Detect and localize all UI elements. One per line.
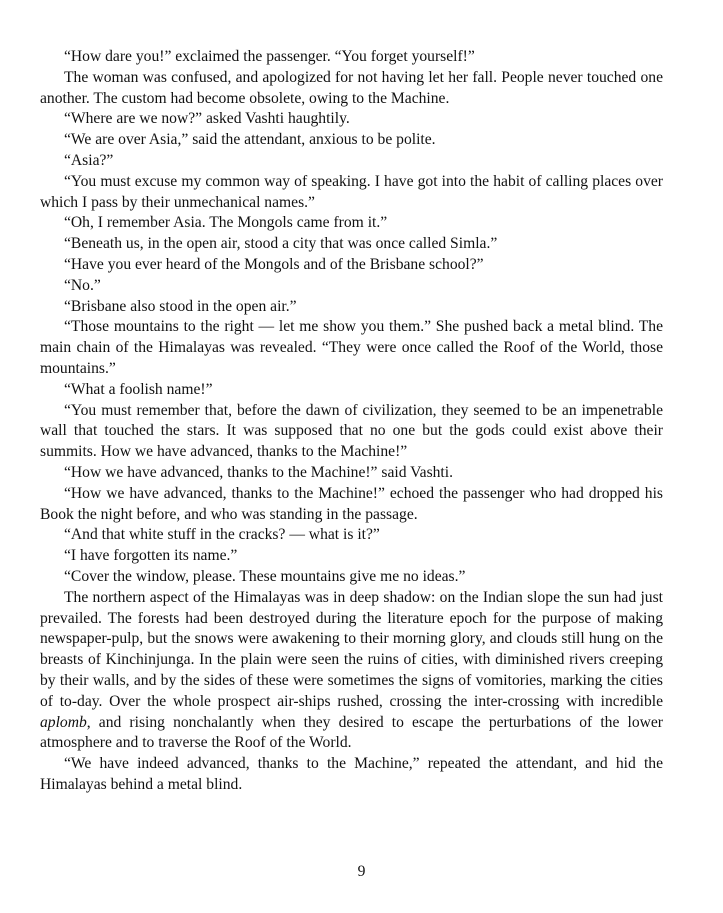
paragraph-20-italic-word: aplomb: [40, 713, 87, 731]
paragraph-17: “And that white stuff in the cracks? — what is it?”: [64, 526, 380, 544]
paragraph-8: “Beneath us, in the open air, stood a city that was once called Simla.”: [64, 235, 498, 253]
paragraph-4: “We are over Asia,” said the attendant, anxious to be polite.: [64, 131, 436, 149]
paragraph-13: “What a foolish name!”: [64, 380, 213, 398]
paragraph-20-text-after: , and rising nonchalantly when they desired to escape the perturbations of the lower atmosphere and to traverse the Roof of the World.: [40, 713, 663, 752]
paragraph-3: “Where are we now?” asked Vashti haughtily.: [64, 110, 350, 128]
paragraph-5: “Asia?”: [64, 151, 114, 169]
paragraph-19: “Cover the window, please. These mountains give me no ideas.”: [64, 567, 466, 585]
text-column: [40, 47, 663, 796]
paragraph-14: “You must remember that, before the dawn of civilization, they seemed to be an impenetrable wall that touched the stars. It was supposed that no one but the gods could exist above their summits. How we have advanced, thanks to the Machine!”: [40, 401, 663, 461]
paragraph-20-text-before: The northern aspect of the Himalayas was in deep shadow: on the Indian slope the sun had just prevailed. The forests had been destroyed during the literature epoch for the purpose of making newspaper-pulp, but the snows were awakening to their morning glory, and clouds still hung on the breasts of Kinchinjunga. In the plain were seen the ruins of cities, with diminished rivers creeping by their walls, and by the sides of these were sometimes the signs of vomitories, marking the cities of to-day. Over the whole prospect air-ships rushed, crossing the inter-crossing with incredible: [40, 588, 663, 710]
paragraph-15: “How we have advanced, thanks to the Machine!” said Vashti.: [64, 463, 453, 481]
page-number: 9: [357, 863, 366, 880]
paragraph-21: “We have indeed advanced, thanks to the Machine,” repeated the attendant, and hid the Himalayas behind a metal blind.: [40, 755, 663, 793]
paragraph-2: The woman was confused, and apologized for not having let her fall. People never touched one another. The custom had become obsolete, owing to the Machine.: [40, 68, 663, 107]
paragraph-9: “Have you ever heard of the Mongols and of the Brisbane school?”: [64, 255, 484, 273]
paragraph-18: “I have forgotten its name.”: [64, 547, 238, 565]
paragraph-6: “You must excuse my common way of speaking. I have got into the habit of calling places over which I pass by their unmechanical names.”: [40, 172, 663, 211]
paragraph-1: “How dare you!” exclaimed the passenger. “You forget yourself!”: [64, 48, 475, 65]
paragraph-16: “How we have advanced, thanks to the Machine!” echoed the passenger who had dropped his Book the night before, and who was standing in the passage.: [40, 484, 663, 523]
paragraph-7: “Oh, I remember Asia. The Mongols came from it.”: [64, 214, 388, 232]
paragraph-12: “Those mountains to the right — let me show you them.” She pushed back a metal blind. The main chain of the Himalayas was revealed. “They were once called the Roof of the World, those mountains.”: [40, 318, 663, 377]
paragraph-20: [40, 588, 663, 754]
paragraph-10: “No.”: [64, 276, 101, 294]
paragraph-11: “Brisbane also stood in the open air.”: [64, 297, 297, 315]
